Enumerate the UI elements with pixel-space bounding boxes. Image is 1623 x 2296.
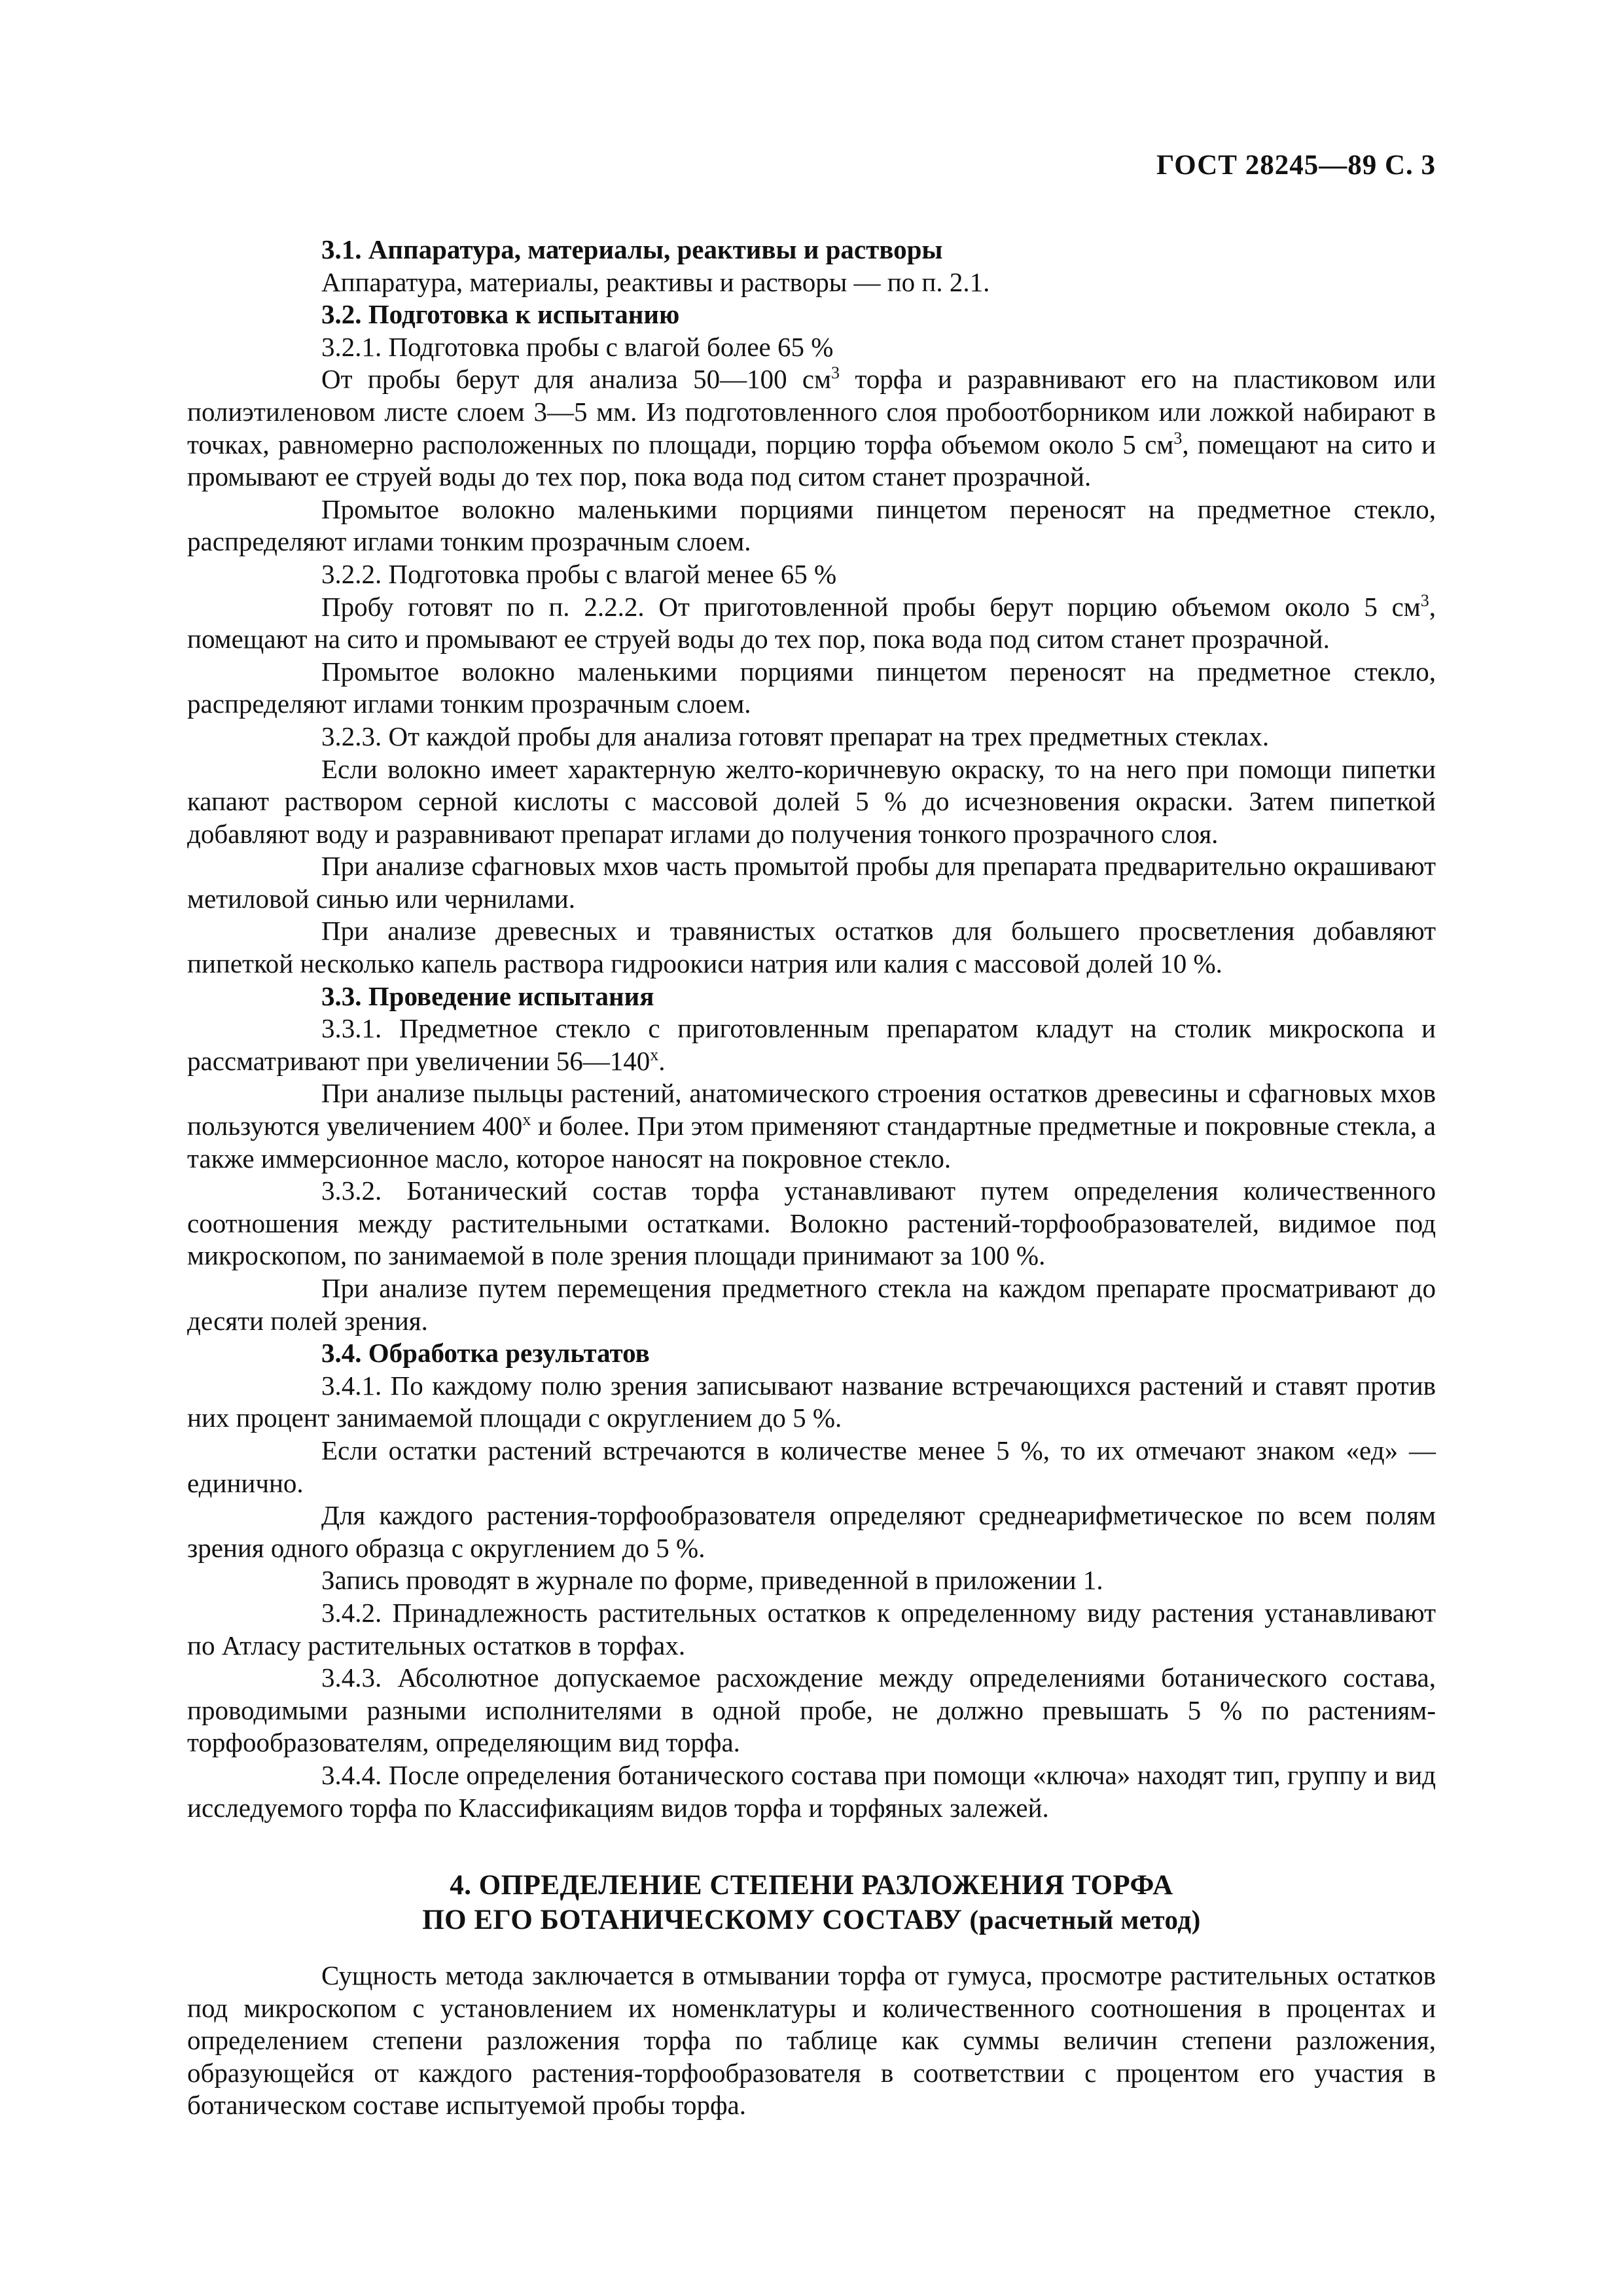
paragraph	[187, 363, 1436, 493]
paragraph	[187, 591, 1436, 656]
paragraph: Аппаратура, материалы, реактивы и растворы — по п. 2.1.	[321, 266, 990, 297]
paragraph: 3.2.3. От каждой пробы для анализа готовят препарат на трех предметных стеклах.	[321, 721, 1270, 751]
document-body	[187, 234, 1436, 2122]
section-heading-3-3: 3.3. Проведение испытания	[321, 980, 654, 1011]
paragraph: Запись проводят в журнале по форме, приведенной в приложении 1.	[321, 1565, 1103, 1596]
superscript: х	[522, 1110, 531, 1130]
paragraph: При анализе сфагновых мхов часть промытой пробы для препарата предварительно окрашивают метиловой синью или чернилами.	[187, 851, 1436, 914]
paragraph: Если волокно имеет характерную желто-коричневую окраску, то на него при помощи пипетки капают раствором серной кислоты с массовой долей 5 % до исчезновения окраски. Затем пипеткой добавляют воду и разравнивают препарат иглами до получения тонкого прозрачного слоя.	[187, 753, 1436, 849]
superscript: х	[650, 1045, 659, 1064]
paragraph: 3.4.1. По каждому полю зрения записывают название встречающихся растений и ставят против них процент занимаемой площади с округлением до 5 %.	[187, 1370, 1436, 1433]
section-title-method: (расчетный метод)	[969, 1905, 1201, 1935]
paragraph: 3.4.4. После определения ботанического состава при помощи «ключа» находят тип, группу и вид исследуемого торфа по Классификациям видов торфа и торфяных залежей.	[187, 1759, 1436, 1823]
paragraph: Если остатки растений встречаются в количестве менее 5 %, то их отмечают знаком «ед» — единично.	[187, 1435, 1436, 1498]
text-run: торфа и разравнивают его на пластиковом или полиэтиленовом листе слоем 3—5 мм. Из подготовленного слоя пробоотборником или ложкой набирают в точках, равномерно расположенных по площади, порцию торфа объемом около 5 см	[187, 364, 1436, 459]
paragraph: При анализе путем перемещения предметного стекла на каждом препарате просматривают до десяти полей зрения.	[187, 1273, 1436, 1336]
superscript: 3	[831, 363, 840, 383]
text-run: , помещают на сито и промывают ее струей воды до тех пор, пока вода под ситом станет прозрачной.	[187, 429, 1436, 492]
section-heading-3-1: 3.1. Аппаратура, материалы, реактивы и растворы	[321, 234, 943, 264]
paragraph: 3.2.2. Подготовка пробы с влагой менее 65 %	[321, 558, 837, 589]
paragraph: 3.2.1. Подготовка пробы с влагой более 65 %	[321, 331, 834, 362]
text-run: 3.3.1. Предметное стекло с приготовленным препаратом кладут на столик микроскопа и рассматривают при увеличении 56—140	[187, 1013, 1436, 1076]
running-header: ГОСТ 28245—89 С. 3	[1156, 150, 1436, 181]
text-run: От пробы берут для анализа 50—100 см	[321, 364, 832, 395]
paragraph: Промытое волокно маленькими порциями пинцетом переносят на предметное стекло, распределяют иглами тонким прозрачным слоем.	[187, 656, 1436, 719]
paragraph	[187, 1013, 1436, 1077]
paragraph	[187, 1077, 1436, 1175]
section-heading-3-2: 3.2. Подготовка к испытанию	[321, 299, 680, 330]
superscript: 3	[1420, 590, 1429, 610]
text-run: , помещают на сито и промывают ее струей воды до тех пор, пока вода под ситом станет прозрачной.	[187, 591, 1436, 655]
section-heading-3-4: 3.4. Обработка результатов	[321, 1338, 650, 1369]
section-title-4	[187, 1869, 1436, 1937]
text-run: Пробу готовят по п. 2.2.2. От приготовленной пробы берут порцию объемом около 5 см	[321, 591, 1421, 622]
paragraph: Сущность метода заключается в отмывании торфа от гумуса, просмотре растительных остатков под микроскопом с установлением их номенклатуры и количественного соотношения в процентах и определением степени разложения торфа по таблице как суммы величин степени разложения, образующейся от каждого растения-торфообразователя в соответствии с процентом его участия в ботаническом составе испытуемой пробы торфа.	[187, 1960, 1436, 2121]
paragraph: 3.3.2. Ботанический состав торфа устанавливают путем определения количественного соотношения между растительными остатками. Волокно растений-торфообразователей, видимое под микроскопом, по занимаемой в поле зрения площади принимают за 100 %.	[187, 1175, 1436, 1271]
paragraph: 3.4.3. Абсолютное допускаемое расхождение между определениями ботанического состава, проводимыми разными исполнителями в одной пробе, не должно превышать 5 % по растениям-торфообразователям, определяющим вид торфа.	[187, 1662, 1436, 1758]
section-title-line: 4. ОПРЕДЕЛЕНИЕ СТЕПЕНИ РАЗЛОЖЕНИЯ ТОРФА	[450, 1870, 1173, 1901]
text-run: При анализе пыльцы растений, анатомического строения остатков древесины и сфагновых мхов пользуются увеличением 400	[187, 1078, 1436, 1141]
paragraph: Для каждого растения-торфообразователя определяют среднеарифметическое по всем полям зрения одного образца с округлением до 5 %.	[187, 1500, 1436, 1563]
paragraph: 3.4.2. Принадлежность растительных остатков к определенному виду растения устанавливают по Атласу растительных остатков в торфах.	[187, 1597, 1436, 1660]
text-run: .	[658, 1045, 666, 1076]
paragraph: При анализе древесных и травянистых остатков для большего просветления добавляют пипеткой несколько капель раствора гидроокиси натрия или калия с массовой долей 10 %.	[187, 916, 1436, 979]
text-run: и более. При этом применяют стандартные предметные и покровные стекла, а также иммерсионное масло, которое наносят на покровное стекло.	[187, 1111, 1436, 1174]
section-title-line	[187, 1903, 1436, 1937]
paragraph: Промытое волокно маленькими порциями пинцетом переносят на предметное стекло, распределяют иглами тонким прозрачным слоем.	[187, 493, 1436, 557]
section-title-text: ПО ЕГО БОТАНИЧЕСКОМУ СОСТАВУ	[422, 1905, 963, 1936]
superscript: 3	[1173, 428, 1183, 448]
